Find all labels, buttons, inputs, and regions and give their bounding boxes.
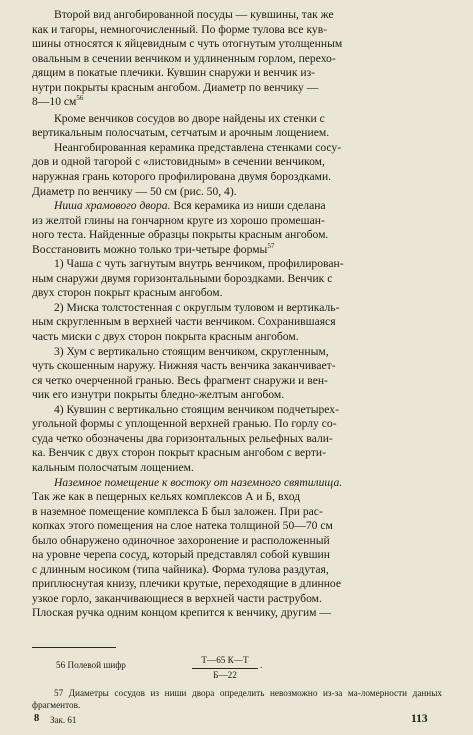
footnote-label: 56 Полевой шифр: [56, 660, 126, 670]
line: ся четко очерченной гранью. Весь фрагмент снаружи и вен-: [32, 373, 328, 387]
line: часть миски с двух сторон покрыта красным ангобом.: [32, 330, 299, 344]
list-item-khum: [32, 345, 442, 403]
line: ного теста. Найденные образцы покрыты красным ангобом.: [32, 228, 329, 242]
footnote-ref: 57: [267, 241, 275, 250]
line: чик его изнутри покрыты бледно-желтым ангобом.: [32, 388, 285, 402]
line: кальным полосчатым лощением.: [32, 460, 194, 474]
line: дящим в покатые плечики. Кувшин снаружи и венчик из-: [32, 66, 316, 80]
line: ка. Венчик с двух сторон покрыт красным ангобом с верти-: [32, 446, 326, 460]
line: 8—10 см: [32, 95, 77, 109]
line: Диаметр по венчику — 50 см (рис. 50, 4).: [32, 184, 237, 198]
line: дов и одной тагорой с «листовидным» в сечении венчиком,: [32, 155, 325, 169]
line: ным скругленным в верхней части венчиком. Сохранившаяся: [32, 315, 336, 329]
line: 1) Чаша с чуть загнутым внутрь венчиком, профилирован-: [54, 257, 344, 271]
line: чуть скошенным наружу. Нижняя часть венчика заканчивает-: [32, 359, 336, 373]
line: как и тагоры, немногочисленный. По форме тулова все кув-: [32, 22, 328, 36]
section-heading: Наземное помещение к востоку от наземного святилища.: [54, 475, 343, 489]
line: 4) Кувшин с вертикально стоящим венчиком подчетырех-: [54, 402, 339, 416]
line: шины относятся к яйцевидным с чуть отогнутым утолщенным: [32, 37, 343, 51]
print-order: Зак. 61: [50, 715, 77, 725]
list-item-dish: [32, 301, 442, 345]
line: наружная грань которого профилирована двумя бороздками.: [32, 170, 332, 184]
line: Второй вид ангобированной посуды — кувшины, так же: [54, 8, 334, 21]
line: копках этого помещения на слое натека толщиной 50—70 см: [32, 519, 333, 533]
line: двух сторон покрыт красным ангобом.: [32, 286, 223, 300]
line: на уровне черепа сосуд, который представлял собой кувшин: [32, 548, 330, 562]
paragraph-niche: [32, 199, 442, 257]
field-code-fraction: [192, 655, 258, 681]
footnote-divider: [32, 647, 116, 648]
fraction-numerator: Т—65 К—Т: [192, 655, 258, 669]
signature-number: 8: [34, 713, 40, 724]
footnote-period: .: [260, 660, 263, 670]
line: приплюснутая книзу, плечики крутые, переходящие в длинное: [32, 577, 342, 591]
main-text: [32, 8, 442, 621]
line: нутри покрыты красным ангобом. Диаметр по венчику —: [32, 80, 319, 94]
paragraph-unslipped: [32, 141, 442, 199]
line: Восстановить можно только три-четыре формы: [32, 242, 268, 256]
line: угольной формы с уплощенной верхней гранью. По горлу со-: [32, 417, 337, 431]
page-number: 113: [411, 713, 428, 725]
line: суда четко обозначены два горизонтальных рельефных вали-: [32, 431, 333, 445]
footnote-57: 57 Диаметры сосудов из ниши двора определить невозможно из-за ма-ломерности данных фрагментов.: [32, 688, 442, 710]
paragraph-walls: [32, 112, 442, 141]
line: овальным в сечении венчиком и удлиненным горлом, перехо-: [32, 51, 336, 65]
line: Кроме венчиков сосудов во дворе найдены их стенки с: [54, 111, 325, 125]
line: Так же как в пещерных кельях комплексов А и Б, вход: [32, 490, 301, 504]
paragraph-ground-room: [32, 476, 442, 621]
fraction-denominator: Б—22: [213, 669, 237, 680]
line: было обнаружено одиночное захоронение и расположенный: [32, 533, 330, 547]
line: Неангобированная керамика представлена стенками сосу-: [54, 140, 342, 154]
line: 2) Миска толстостенная с округлым туловом и вертикаль-: [54, 300, 340, 314]
line: Плоская ручка одним концом крепится к венчику, другим —: [32, 606, 331, 620]
section-heading: Ниша храмового двора.: [54, 199, 171, 213]
line: узкое горло, заканчивающиеся в верхней части раструбом.: [32, 591, 322, 605]
line: 3) Хум с вертикально стоящим венчиком, скругленным,: [54, 344, 329, 358]
line: из желтой глины на гончарном круге из хорошо промешан-: [32, 213, 325, 227]
line: вертикальным полосчатым, сетчатым и арочным лощением.: [32, 126, 330, 140]
footnote-ref: 56: [76, 94, 84, 103]
line: в наземное помещение комплекса Б был заложен. При рас-: [32, 504, 323, 518]
footnote-56: [32, 655, 442, 683]
list-item-jug: [32, 403, 442, 476]
list-item-bowl: [32, 257, 442, 301]
line: ным снаружи двумя горизонтальными бороздками. Венчик с: [32, 271, 333, 285]
line: Вся керамика из ниши сделана: [170, 199, 326, 213]
paragraph-ceramics-jugs: [32, 8, 442, 110]
line: с длинным носиком (типа чайника). Форма тулова раздутая,: [32, 562, 329, 576]
